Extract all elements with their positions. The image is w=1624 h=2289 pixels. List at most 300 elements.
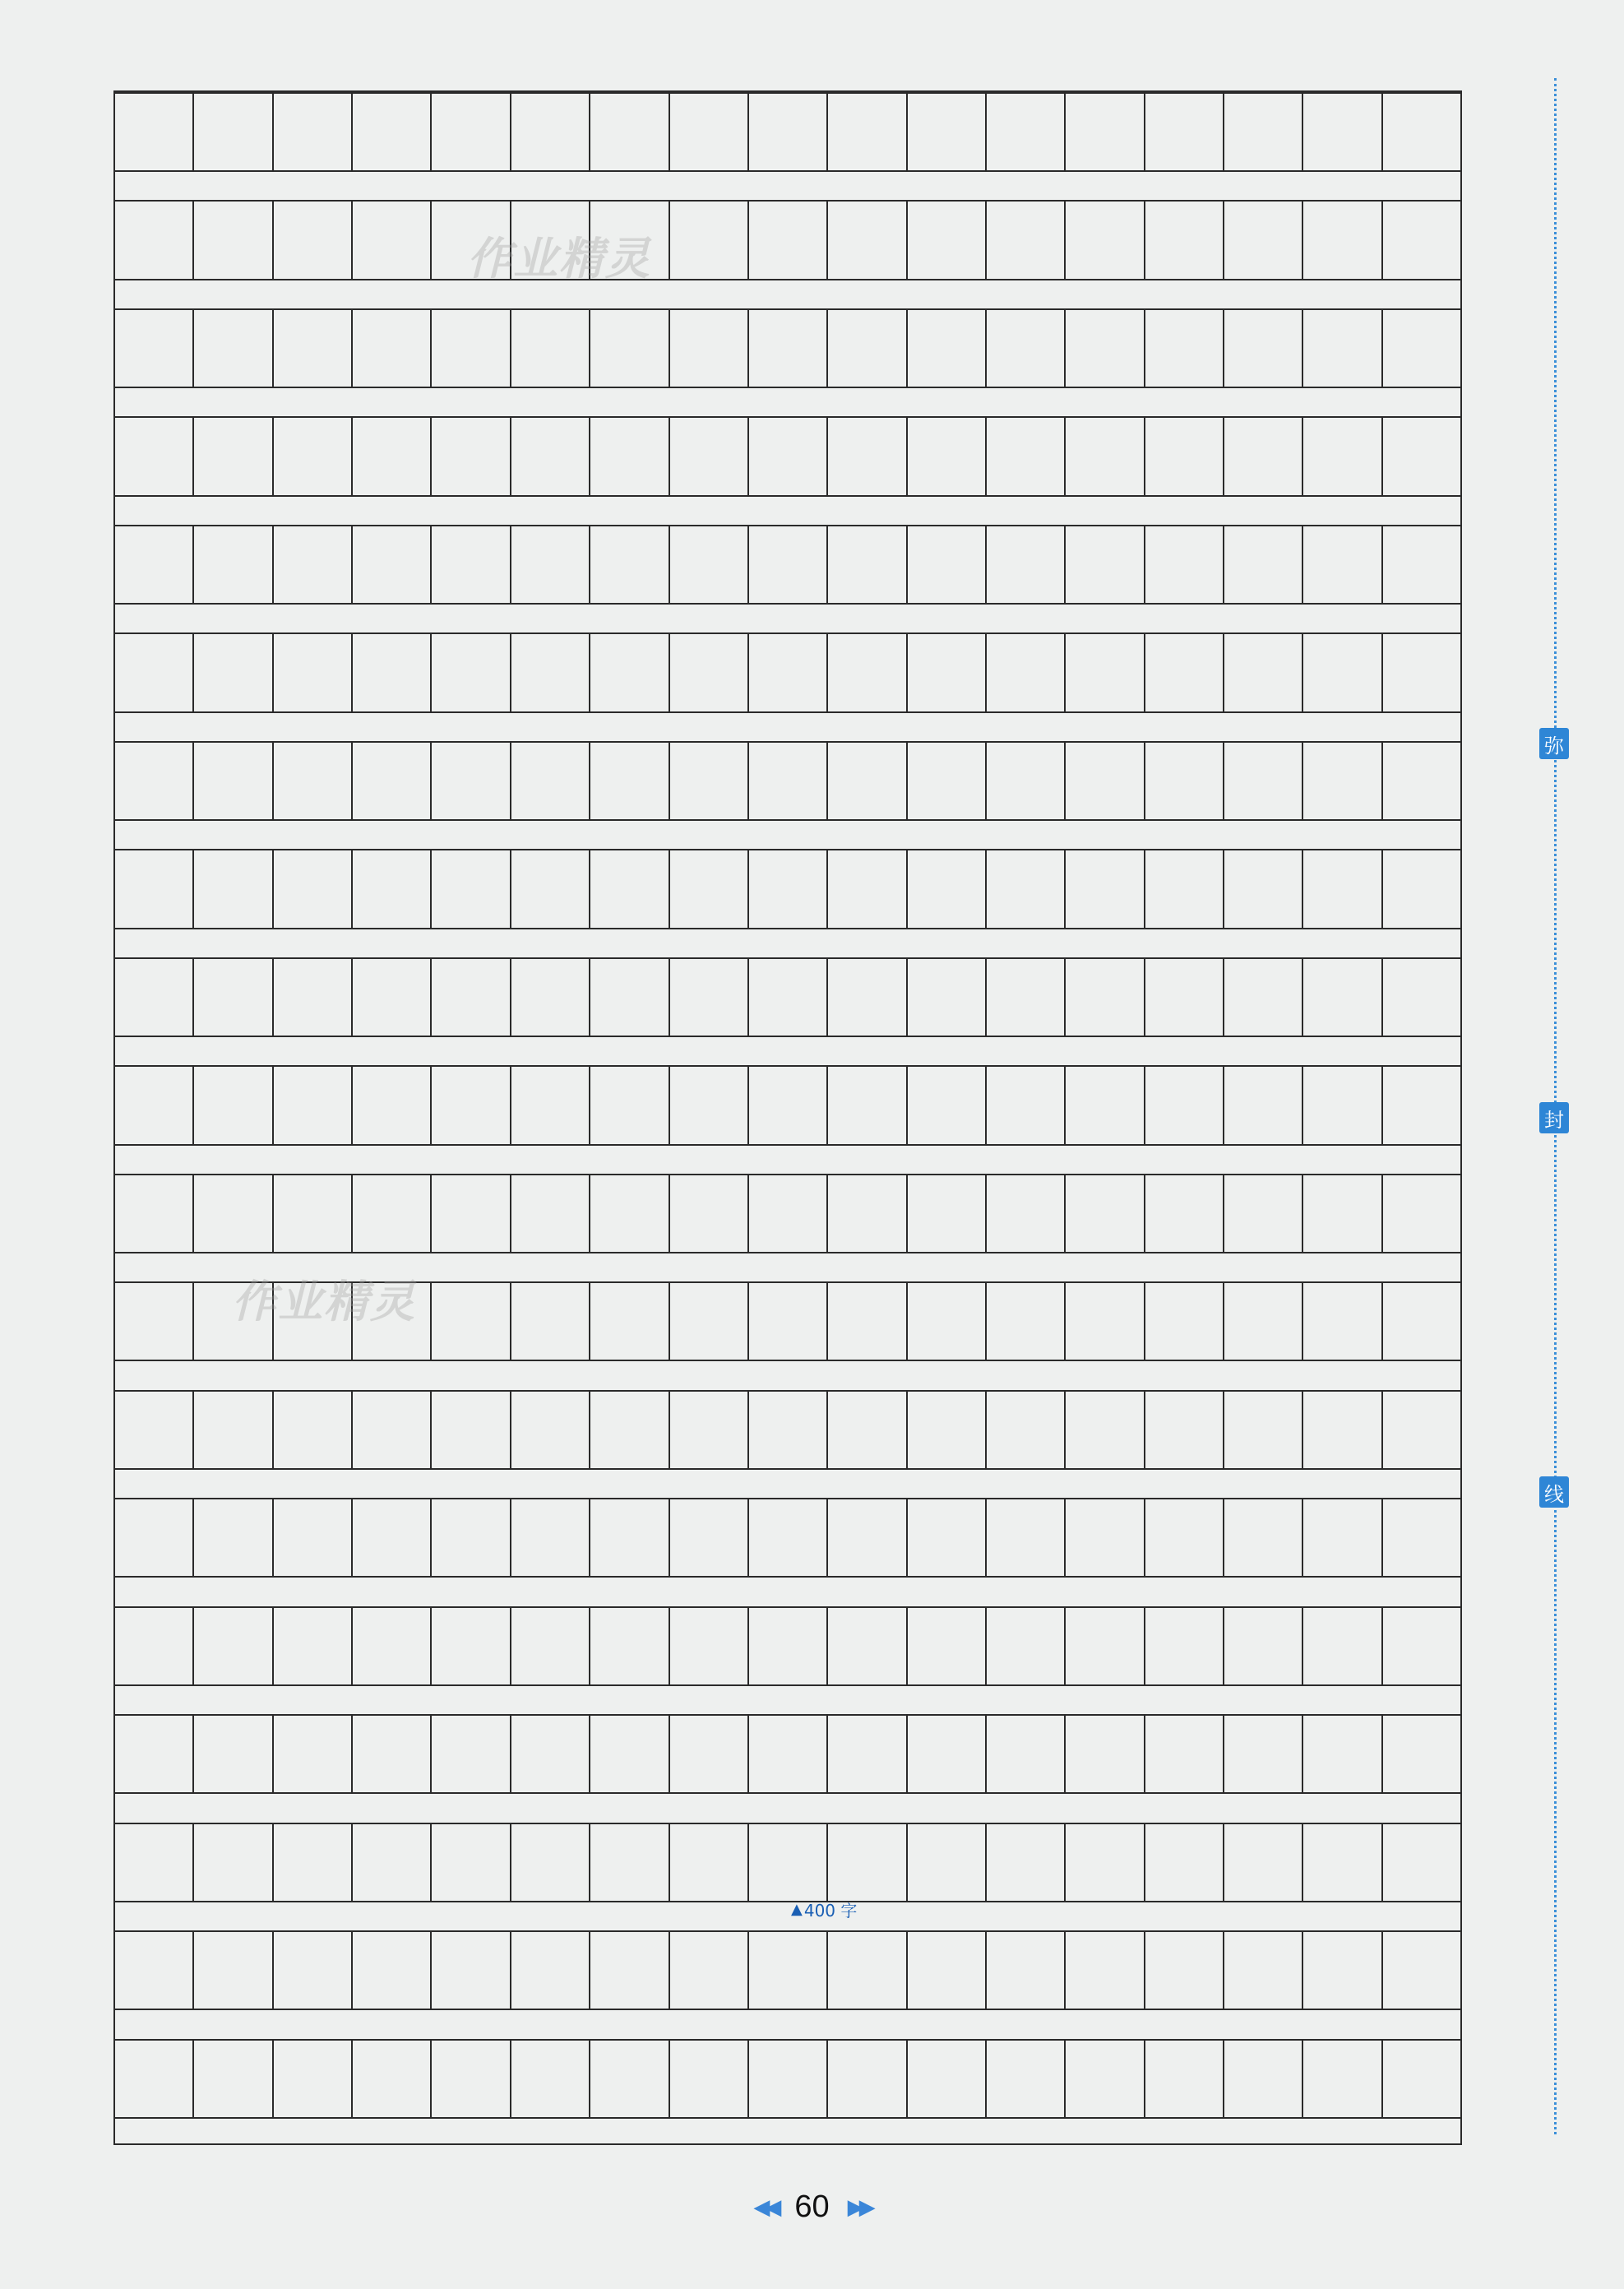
grid-cell[interactable] xyxy=(1223,1608,1302,1684)
grid-cell[interactable] xyxy=(192,850,271,927)
grid-cell[interactable] xyxy=(510,959,589,1036)
grid-cell[interactable] xyxy=(1144,743,1223,819)
grid-cell[interactable] xyxy=(906,2041,985,2117)
grid-cell[interactable] xyxy=(351,310,430,387)
grid-cell[interactable] xyxy=(669,634,747,711)
grid-cell[interactable] xyxy=(1302,850,1381,927)
grid-cell[interactable] xyxy=(1064,202,1143,278)
grid-cell[interactable] xyxy=(192,526,271,603)
grid-cell[interactable] xyxy=(826,1283,905,1360)
grid-cell[interactable] xyxy=(192,1392,271,1468)
grid-cell[interactable] xyxy=(1302,1716,1381,1792)
grid-cell[interactable] xyxy=(1302,1499,1381,1576)
grid-cell[interactable] xyxy=(1144,1175,1223,1252)
grid-cell[interactable] xyxy=(1144,1499,1223,1576)
grid-cell[interactable] xyxy=(826,418,905,494)
grid-cell[interactable] xyxy=(589,2041,668,2117)
grid-cell[interactable] xyxy=(1064,1716,1143,1792)
grid-cell[interactable] xyxy=(1223,2041,1302,2117)
grid-cell[interactable] xyxy=(985,1932,1064,2009)
grid-cell[interactable] xyxy=(826,1932,905,2009)
grid-cell[interactable] xyxy=(1381,1932,1460,2009)
grid-cell[interactable] xyxy=(1223,418,1302,494)
grid-cell[interactable] xyxy=(272,202,351,278)
grid-cell[interactable] xyxy=(1223,1392,1302,1468)
grid-cell[interactable] xyxy=(1144,1824,1223,1901)
grid-cell[interactable] xyxy=(192,310,271,387)
double-right-arrow-icon[interactable]: ▶▶ xyxy=(847,2194,871,2220)
grid-cell[interactable] xyxy=(669,2041,747,2117)
grid-cell[interactable] xyxy=(985,1067,1064,1143)
grid-cell[interactable] xyxy=(826,1067,905,1143)
grid-cell[interactable] xyxy=(669,418,747,494)
grid-cell[interactable] xyxy=(1381,2041,1460,2117)
grid-cell[interactable] xyxy=(906,743,985,819)
grid-cell[interactable] xyxy=(906,1824,985,1901)
grid-cell[interactable] xyxy=(747,1392,826,1468)
grid-cell[interactable] xyxy=(1381,418,1460,494)
grid-cell[interactable] xyxy=(510,1932,589,2009)
grid-cell[interactable] xyxy=(430,1175,509,1252)
grid-cell[interactable] xyxy=(192,2041,271,2117)
grid-cell[interactable] xyxy=(1381,850,1460,927)
grid-cell[interactable] xyxy=(589,1716,668,1792)
grid-cell[interactable] xyxy=(1064,1175,1143,1252)
grid-cell[interactable] xyxy=(747,743,826,819)
grid-cell[interactable] xyxy=(1144,959,1223,1036)
grid-cell[interactable] xyxy=(510,1392,589,1468)
grid-cell[interactable] xyxy=(1223,1932,1302,2009)
grid-cell[interactable] xyxy=(510,526,589,603)
grid-cell[interactable] xyxy=(906,1175,985,1252)
grid-cell[interactable] xyxy=(1381,94,1460,170)
grid-cell[interactable] xyxy=(115,310,192,387)
grid-cell[interactable] xyxy=(589,1824,668,1901)
grid-cell[interactable] xyxy=(826,310,905,387)
grid-cell[interactable] xyxy=(510,743,589,819)
grid-cell[interactable] xyxy=(115,94,192,170)
grid-cell[interactable] xyxy=(985,1392,1064,1468)
grid-cell[interactable] xyxy=(115,2041,192,2117)
grid-cell[interactable] xyxy=(906,1716,985,1792)
grid-cell[interactable] xyxy=(589,418,668,494)
grid-cell[interactable] xyxy=(826,959,905,1036)
grid-cell[interactable] xyxy=(1064,2041,1143,2117)
grid-cell[interactable] xyxy=(1381,526,1460,603)
grid-cell[interactable] xyxy=(1381,1716,1460,1792)
grid-cell[interactable] xyxy=(510,1499,589,1576)
grid-cell[interactable] xyxy=(1144,1716,1223,1792)
grid-cell[interactable] xyxy=(1064,526,1143,603)
grid-cell[interactable] xyxy=(669,743,747,819)
grid-cell[interactable] xyxy=(589,94,668,170)
grid-cell[interactable] xyxy=(115,1608,192,1684)
grid-cell[interactable] xyxy=(1302,959,1381,1036)
grid-cell[interactable] xyxy=(826,526,905,603)
grid-cell[interactable] xyxy=(589,310,668,387)
grid-cell[interactable] xyxy=(906,418,985,494)
grid-cell[interactable] xyxy=(1381,1283,1460,1360)
grid-cell[interactable] xyxy=(826,1499,905,1576)
grid-cell[interactable] xyxy=(430,1716,509,1792)
grid-cell[interactable] xyxy=(589,634,668,711)
grid-cell[interactable] xyxy=(589,743,668,819)
grid-cell[interactable] xyxy=(1064,1932,1143,2009)
grid-cell[interactable] xyxy=(115,526,192,603)
grid-cell[interactable] xyxy=(826,2041,905,2117)
grid-cell[interactable] xyxy=(1381,1175,1460,1252)
grid-cell[interactable] xyxy=(1144,526,1223,603)
grid-cell[interactable] xyxy=(1223,1716,1302,1792)
grid-cell[interactable] xyxy=(747,1716,826,1792)
grid-cell[interactable] xyxy=(1223,743,1302,819)
grid-cell[interactable] xyxy=(747,1067,826,1143)
grid-cell[interactable] xyxy=(272,959,351,1036)
grid-cell[interactable] xyxy=(1144,2041,1223,2117)
grid-cell[interactable] xyxy=(985,94,1064,170)
grid-cell[interactable] xyxy=(510,418,589,494)
grid-cell[interactable] xyxy=(985,2041,1064,2117)
grid-cell[interactable] xyxy=(1144,310,1223,387)
grid-cell[interactable] xyxy=(669,526,747,603)
grid-cell[interactable] xyxy=(115,1932,192,2009)
grid-cell[interactable] xyxy=(351,1608,430,1684)
grid-cell[interactable] xyxy=(589,1499,668,1576)
grid-cell[interactable] xyxy=(1223,634,1302,711)
grid-cell[interactable] xyxy=(985,1824,1064,1901)
grid-cell[interactable] xyxy=(1381,959,1460,1036)
grid-cell[interactable] xyxy=(826,1716,905,1792)
grid-cell[interactable] xyxy=(115,1175,192,1252)
grid-cell[interactable] xyxy=(1223,202,1302,278)
double-left-arrow-icon[interactable]: ◀◀ xyxy=(753,2194,777,2220)
grid-cell[interactable] xyxy=(669,1392,747,1468)
grid-cell[interactable] xyxy=(1144,1392,1223,1468)
grid-cell[interactable] xyxy=(906,1932,985,2009)
grid-cell[interactable] xyxy=(826,850,905,927)
grid-cell[interactable] xyxy=(192,1067,271,1143)
grid-cell[interactable] xyxy=(510,1824,589,1901)
grid-cell[interactable] xyxy=(272,1608,351,1684)
grid-cell[interactable] xyxy=(510,1608,589,1684)
grid-cell[interactable] xyxy=(1302,634,1381,711)
grid-cell[interactable] xyxy=(192,634,271,711)
grid-cell[interactable] xyxy=(1064,634,1143,711)
grid-cell[interactable] xyxy=(272,2041,351,2117)
grid-cell[interactable] xyxy=(115,743,192,819)
grid-cell[interactable] xyxy=(351,743,430,819)
grid-cell[interactable] xyxy=(747,1175,826,1252)
grid-cell[interactable] xyxy=(985,850,1064,927)
grid-cell[interactable] xyxy=(192,202,271,278)
grid-cell[interactable] xyxy=(192,418,271,494)
grid-cell[interactable] xyxy=(906,1499,985,1576)
grid-cell[interactable] xyxy=(1381,310,1460,387)
grid-cell[interactable] xyxy=(351,1175,430,1252)
grid-cell[interactable] xyxy=(1144,1283,1223,1360)
grid-cell[interactable] xyxy=(747,1608,826,1684)
grid-cell[interactable] xyxy=(1064,1067,1143,1143)
grid-cell[interactable] xyxy=(589,1175,668,1252)
grid-cell[interactable] xyxy=(115,1067,192,1143)
grid-cell[interactable] xyxy=(115,1824,192,1901)
grid-cell[interactable] xyxy=(510,2041,589,2117)
grid-cell[interactable] xyxy=(510,1283,589,1360)
grid-cell[interactable] xyxy=(1381,1067,1460,1143)
grid-cell[interactable] xyxy=(1223,1283,1302,1360)
grid-cell[interactable] xyxy=(351,634,430,711)
grid-cell[interactable] xyxy=(1064,1283,1143,1360)
grid-cell[interactable] xyxy=(1223,310,1302,387)
grid-cell[interactable] xyxy=(669,310,747,387)
grid-cell[interactable] xyxy=(192,1499,271,1576)
grid-cell[interactable] xyxy=(826,634,905,711)
grid-cell[interactable] xyxy=(430,1392,509,1468)
grid-cell[interactable] xyxy=(747,850,826,927)
grid-cell[interactable] xyxy=(1381,1608,1460,1684)
grid-cell[interactable] xyxy=(351,1932,430,2009)
grid-cell[interactable] xyxy=(747,959,826,1036)
grid-cell[interactable] xyxy=(1223,1067,1302,1143)
grid-cell[interactable] xyxy=(272,310,351,387)
grid-cell[interactable] xyxy=(1223,94,1302,170)
grid-cell[interactable] xyxy=(1302,310,1381,387)
grid-cell[interactable] xyxy=(272,94,351,170)
grid-cell[interactable] xyxy=(1381,1392,1460,1468)
grid-cell[interactable] xyxy=(192,743,271,819)
grid-cell[interactable] xyxy=(192,959,271,1036)
grid-cell[interactable] xyxy=(510,1716,589,1792)
grid-cell[interactable] xyxy=(589,526,668,603)
grid-cell[interactable] xyxy=(906,850,985,927)
grid-cell[interactable] xyxy=(669,202,747,278)
grid-cell[interactable] xyxy=(906,526,985,603)
grid-cell[interactable] xyxy=(985,1175,1064,1252)
grid-cell[interactable] xyxy=(510,94,589,170)
grid-cell[interactable] xyxy=(272,1932,351,2009)
grid-cell[interactable] xyxy=(430,1608,509,1684)
grid-cell[interactable] xyxy=(1144,850,1223,927)
grid-cell[interactable] xyxy=(272,743,351,819)
grid-cell[interactable] xyxy=(826,1824,905,1901)
grid-cell[interactable] xyxy=(1302,2041,1381,2117)
grid-cell[interactable] xyxy=(747,1283,826,1360)
grid-cell[interactable] xyxy=(1144,1067,1223,1143)
grid-cell[interactable] xyxy=(1223,959,1302,1036)
grid-cell[interactable] xyxy=(1064,1608,1143,1684)
grid-cell[interactable] xyxy=(351,2041,430,2117)
grid-cell[interactable] xyxy=(1064,743,1143,819)
grid-cell[interactable] xyxy=(1302,94,1381,170)
grid-cell[interactable] xyxy=(1302,1608,1381,1684)
grid-cell[interactable] xyxy=(669,1175,747,1252)
grid-cell[interactable] xyxy=(985,1608,1064,1684)
grid-cell[interactable] xyxy=(115,959,192,1036)
grid-cell[interactable] xyxy=(669,1824,747,1901)
grid-cell[interactable] xyxy=(906,634,985,711)
grid-cell[interactable] xyxy=(906,1067,985,1143)
grid-cell[interactable] xyxy=(1064,1392,1143,1468)
grid-cell[interactable] xyxy=(985,743,1064,819)
grid-cell[interactable] xyxy=(906,310,985,387)
grid-cell[interactable] xyxy=(115,202,192,278)
grid-cell[interactable] xyxy=(430,634,509,711)
grid-cell[interactable] xyxy=(669,94,747,170)
grid-cell[interactable] xyxy=(115,1499,192,1576)
grid-cell[interactable] xyxy=(669,1067,747,1143)
grid-cell[interactable] xyxy=(1064,1824,1143,1901)
grid-cell[interactable] xyxy=(747,1499,826,1576)
grid-cell[interactable] xyxy=(906,1283,985,1360)
grid-cell[interactable] xyxy=(272,850,351,927)
grid-cell[interactable] xyxy=(1223,850,1302,927)
grid-cell[interactable] xyxy=(430,959,509,1036)
grid-cell[interactable] xyxy=(589,1392,668,1468)
grid-cell[interactable] xyxy=(115,634,192,711)
grid-cell[interactable] xyxy=(192,94,271,170)
grid-cell[interactable] xyxy=(826,202,905,278)
grid-cell[interactable] xyxy=(272,1824,351,1901)
grid-cell[interactable] xyxy=(351,1067,430,1143)
grid-cell[interactable] xyxy=(589,1608,668,1684)
grid-cell[interactable] xyxy=(1064,1499,1143,1576)
grid-cell[interactable] xyxy=(430,743,509,819)
grid-cell[interactable] xyxy=(115,850,192,927)
grid-cell[interactable] xyxy=(1302,418,1381,494)
grid-cell[interactable] xyxy=(906,202,985,278)
grid-cell[interactable] xyxy=(272,634,351,711)
grid-cell[interactable] xyxy=(430,2041,509,2117)
grid-cell[interactable] xyxy=(192,1824,271,1901)
grid-cell[interactable] xyxy=(351,1824,430,1901)
grid-cell[interactable] xyxy=(430,310,509,387)
grid-cell[interactable] xyxy=(351,94,430,170)
grid-cell[interactable] xyxy=(1064,310,1143,387)
grid-cell[interactable] xyxy=(826,1608,905,1684)
grid-cell[interactable] xyxy=(1223,1824,1302,1901)
grid-cell[interactable] xyxy=(272,1716,351,1792)
grid-cell[interactable] xyxy=(747,202,826,278)
grid-cell[interactable] xyxy=(430,418,509,494)
grid-cell[interactable] xyxy=(1144,94,1223,170)
grid-cell[interactable] xyxy=(351,850,430,927)
grid-cell[interactable] xyxy=(985,959,1064,1036)
grid-cell[interactable] xyxy=(272,418,351,494)
grid-cell[interactable] xyxy=(589,1067,668,1143)
grid-cell[interactable] xyxy=(510,1067,589,1143)
grid-cell[interactable] xyxy=(192,1175,271,1252)
grid-cell[interactable] xyxy=(747,1932,826,2009)
grid-cell[interactable] xyxy=(1302,1824,1381,1901)
grid-cell[interactable] xyxy=(906,959,985,1036)
grid-cell[interactable] xyxy=(272,1175,351,1252)
grid-cell[interactable] xyxy=(669,1932,747,2009)
grid-cell[interactable] xyxy=(1144,1608,1223,1684)
grid-cell[interactable] xyxy=(985,202,1064,278)
grid-cell[interactable] xyxy=(985,634,1064,711)
grid-cell[interactable] xyxy=(430,1067,509,1143)
grid-cell[interactable] xyxy=(1223,526,1302,603)
grid-cell[interactable] xyxy=(985,418,1064,494)
grid-cell[interactable] xyxy=(115,1283,192,1360)
grid-cell[interactable] xyxy=(747,634,826,711)
grid-cell[interactable] xyxy=(510,634,589,711)
grid-cell[interactable] xyxy=(510,1175,589,1252)
grid-cell[interactable] xyxy=(1302,1932,1381,2009)
grid-cell[interactable] xyxy=(1302,1283,1381,1360)
grid-cell[interactable] xyxy=(985,1716,1064,1792)
grid-cell[interactable] xyxy=(669,1283,747,1360)
grid-cell[interactable] xyxy=(430,850,509,927)
grid-cell[interactable] xyxy=(1381,634,1460,711)
grid-cell[interactable] xyxy=(985,1283,1064,1360)
grid-cell[interactable] xyxy=(351,418,430,494)
grid-cell[interactable] xyxy=(1302,1175,1381,1252)
grid-cell[interactable] xyxy=(115,418,192,494)
grid-cell[interactable] xyxy=(115,1716,192,1792)
grid-cell[interactable] xyxy=(1064,418,1143,494)
grid-cell[interactable] xyxy=(669,959,747,1036)
grid-cell[interactable] xyxy=(826,94,905,170)
grid-cell[interactable] xyxy=(747,2041,826,2117)
grid-cell[interactable] xyxy=(1381,1499,1460,1576)
grid-cell[interactable] xyxy=(826,1392,905,1468)
grid-cell[interactable] xyxy=(747,1824,826,1901)
grid-cell[interactable] xyxy=(351,202,430,278)
grid-cell[interactable] xyxy=(272,1499,351,1576)
grid-cell[interactable] xyxy=(351,1392,430,1468)
grid-cell[interactable] xyxy=(669,850,747,927)
grid-cell[interactable] xyxy=(906,94,985,170)
grid-cell[interactable] xyxy=(1144,418,1223,494)
grid-cell[interactable] xyxy=(1302,526,1381,603)
grid-cell[interactable] xyxy=(1223,1175,1302,1252)
grid-cell[interactable] xyxy=(430,1283,509,1360)
grid-cell[interactable] xyxy=(747,310,826,387)
grid-cell[interactable] xyxy=(510,850,589,927)
grid-cell[interactable] xyxy=(1302,743,1381,819)
grid-cell[interactable] xyxy=(826,1175,905,1252)
grid-cell[interactable] xyxy=(985,1499,1064,1576)
grid-cell[interactable] xyxy=(669,1499,747,1576)
grid-cell[interactable] xyxy=(430,526,509,603)
grid-cell[interactable] xyxy=(192,1608,271,1684)
grid-cell[interactable] xyxy=(747,526,826,603)
grid-cell[interactable] xyxy=(589,1283,668,1360)
grid-cell[interactable] xyxy=(1064,94,1143,170)
grid-cell[interactable] xyxy=(747,94,826,170)
grid-cell[interactable] xyxy=(906,1608,985,1684)
grid-cell[interactable] xyxy=(115,1392,192,1468)
grid-cell[interactable] xyxy=(272,1392,351,1468)
grid-cell[interactable] xyxy=(1223,1499,1302,1576)
grid-cell[interactable] xyxy=(430,94,509,170)
grid-cell[interactable] xyxy=(985,310,1064,387)
grid-cell[interactable] xyxy=(1381,743,1460,819)
grid-cell[interactable] xyxy=(985,526,1064,603)
grid-cell[interactable] xyxy=(510,310,589,387)
grid-cell[interactable] xyxy=(272,1067,351,1143)
grid-cell[interactable] xyxy=(351,526,430,603)
grid-cell[interactable] xyxy=(1302,1067,1381,1143)
grid-cell[interactable] xyxy=(669,1608,747,1684)
grid-cell[interactable] xyxy=(1381,202,1460,278)
grid-cell[interactable] xyxy=(1144,1932,1223,2009)
grid-cell[interactable] xyxy=(1064,959,1143,1036)
grid-cell[interactable] xyxy=(747,418,826,494)
grid-cell[interactable] xyxy=(1302,202,1381,278)
grid-cell[interactable] xyxy=(430,1499,509,1576)
